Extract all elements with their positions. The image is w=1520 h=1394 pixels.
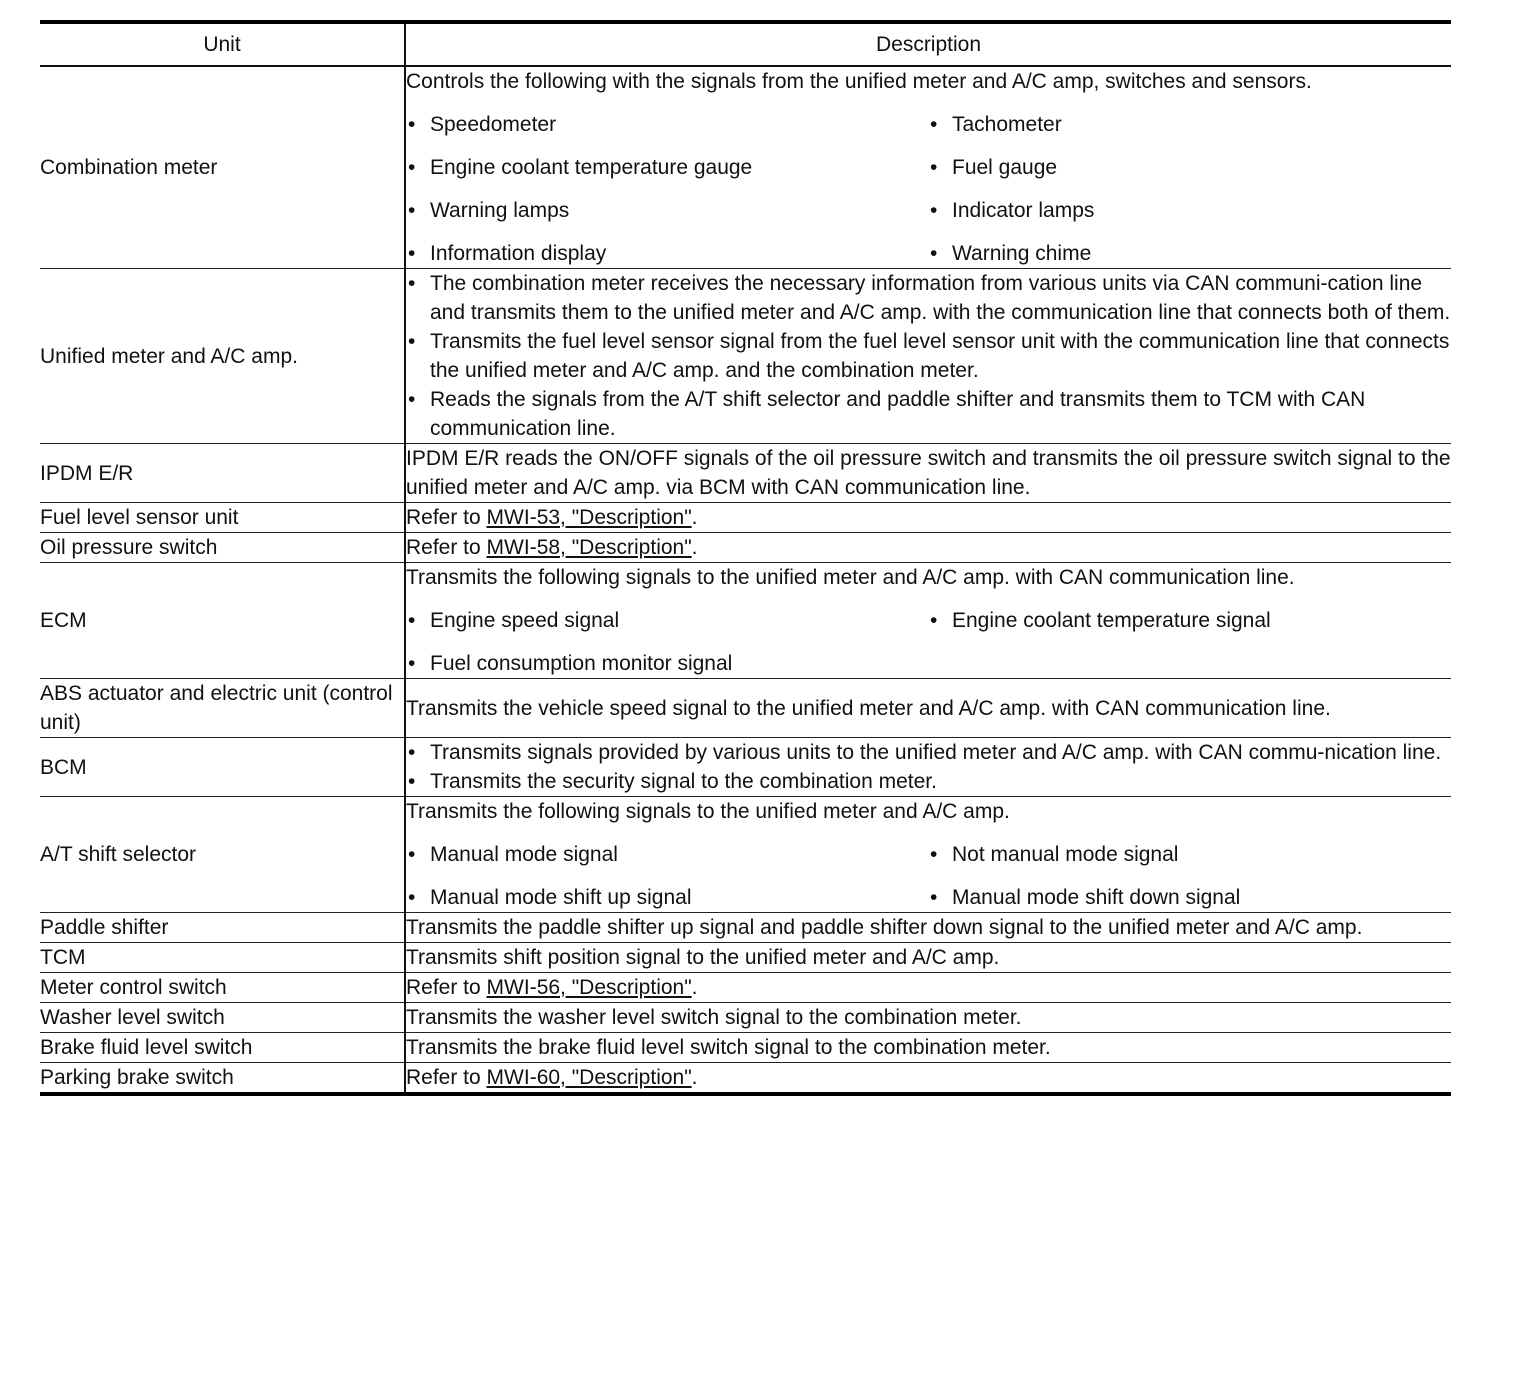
bullet-item: • Not manual mode signal	[928, 840, 1451, 869]
refer-suffix: .	[691, 506, 698, 529]
unit-cell: Oil pressure switch	[40, 533, 405, 563]
description-cell	[405, 503, 1451, 533]
table-row	[40, 973, 1451, 1003]
bullet-item: • Manual mode shift down signal	[928, 883, 1451, 912]
description-cell	[405, 797, 1451, 913]
description-cell	[405, 1063, 1451, 1095]
table-body	[40, 66, 1451, 1094]
table-row	[40, 1063, 1451, 1095]
bullet-item: • Transmits the security signal to the combination meter.	[406, 767, 1451, 796]
description-text: Transmits the brake fluid level switch signal to the combination meter.	[406, 1036, 1051, 1059]
description-intro: Transmits the following signals to the unified meter and A/C amp. with CAN communication line.	[406, 566, 1295, 589]
bullet-item: • Reads the signals from the A/T shift selector and paddle shifter and transmits them to TCM with CAN communication line.	[406, 385, 1451, 443]
refer-prefix: Refer to	[406, 976, 487, 999]
bullet-item: • Tachometer	[928, 110, 1451, 139]
bullet-item: • Warning lamps	[406, 196, 928, 225]
table-row	[40, 563, 1451, 679]
description-cell	[405, 679, 1451, 738]
refer-suffix: .	[691, 976, 698, 999]
bullet-item: • Indicator lamps	[928, 196, 1451, 225]
table-row	[40, 738, 1451, 797]
component-description-table	[40, 20, 1451, 1096]
refer-suffix: .	[691, 1066, 698, 1089]
unit-cell: ABS actuator and electric unit (control unit)	[40, 679, 405, 738]
description-intro: Controls the following with the signals from the unified meter and A/C amp, switches and sensors.	[406, 70, 1312, 93]
description-cell	[405, 973, 1451, 1003]
description-cell	[405, 943, 1451, 973]
table-row	[40, 503, 1451, 533]
bullet-list	[406, 269, 1451, 443]
description-intro: Transmits the following signals to the unified meter and A/C amp.	[406, 800, 1010, 823]
description-cell	[405, 533, 1451, 563]
refer-prefix: Refer to	[406, 536, 487, 559]
bullet-list	[406, 738, 1451, 796]
table-row	[40, 1033, 1451, 1063]
unit-cell: Meter control switch	[40, 973, 405, 1003]
bullet-grid	[406, 110, 1451, 268]
description-text: IPDM E/R reads the ON/OFF signals of the oil pressure switch and transmits the oil pressure switch signal to the unified meter and A/C amp. via BCM with CAN communication line.	[406, 447, 1451, 499]
bullet-grid	[406, 840, 1451, 912]
bullet-item: • The combination meter receives the necessary information from various units via CAN communi-cation line and transmits them to the unified meter and A/C amp. with the communication line that connects both of them.	[406, 269, 1451, 327]
header-unit: Unit	[40, 22, 405, 66]
unit-cell: IPDM E/R	[40, 444, 405, 503]
table-row	[40, 797, 1451, 913]
bullet-item: • Transmits signals provided by various units to the unified meter and A/C amp. with CAN commu-nication line.	[406, 738, 1451, 767]
unit-cell: Parking brake switch	[40, 1063, 405, 1095]
unit-cell: Unified meter and A/C amp.	[40, 269, 405, 444]
description-cell	[405, 563, 1451, 679]
bullet-item: • Speedometer	[406, 110, 928, 139]
unit-cell: BCM	[40, 738, 405, 797]
bullet-item: • Fuel consumption monitor signal	[406, 649, 928, 678]
bullet-item: • Warning chime	[928, 239, 1451, 268]
reference-link[interactable]: MWI-60, "Description"	[486, 1066, 692, 1089]
table-row	[40, 533, 1451, 563]
unit-cell: TCM	[40, 943, 405, 973]
header-description: Description	[405, 22, 1451, 66]
reference-link[interactable]: MWI-53, "Description"	[486, 506, 692, 529]
table-row	[40, 943, 1451, 973]
bullet-grid	[406, 606, 1451, 678]
reference-link[interactable]: MWI-56, "Description"	[486, 976, 692, 999]
table-row	[40, 913, 1451, 943]
bullet-item: • Fuel gauge	[928, 153, 1451, 182]
description-text: Transmits the paddle shifter up signal and paddle shifter down signal to the unified meter and A/C amp.	[406, 916, 1363, 939]
refer-prefix: Refer to	[406, 506, 487, 529]
description-cell	[405, 1003, 1451, 1033]
unit-cell: Fuel level sensor unit	[40, 503, 405, 533]
unit-cell: Combination meter	[40, 66, 405, 269]
refer-suffix: .	[691, 536, 698, 559]
bullet-item: • Engine speed signal	[406, 606, 928, 635]
bullet-item: • Transmits the fuel level sensor signal from the fuel level sensor unit with the communication line that connects the unified meter and A/C amp. and the combination meter.	[406, 327, 1451, 385]
table-header-row	[40, 22, 1451, 66]
unit-cell: A/T shift selector	[40, 797, 405, 913]
unit-cell: Paddle shifter	[40, 913, 405, 943]
description-cell	[405, 738, 1451, 797]
description-cell	[405, 913, 1451, 943]
description-text: Transmits the washer level switch signal to the combination meter.	[406, 1006, 1022, 1029]
description-cell	[405, 66, 1451, 269]
table-row	[40, 66, 1451, 269]
description-cell	[405, 444, 1451, 503]
unit-cell: Brake fluid level switch	[40, 1033, 405, 1063]
description-text: Transmits shift position signal to the unified meter and A/C amp.	[406, 946, 1000, 969]
bullet-item: • Engine coolant temperature gauge	[406, 153, 928, 182]
bullet-item: • Engine coolant temperature signal	[928, 606, 1451, 635]
table-row	[40, 444, 1451, 503]
table-row	[40, 269, 1451, 444]
table-row	[40, 679, 1451, 738]
refer-prefix: Refer to	[406, 1066, 487, 1089]
bullet-item: • Manual mode shift up signal	[406, 883, 928, 912]
description-cell	[405, 269, 1451, 444]
description-text: Transmits the vehicle speed signal to the unified meter and A/C amp. with CAN communication line.	[406, 696, 1331, 720]
bullet-item: • Manual mode signal	[406, 840, 928, 869]
description-cell	[405, 1033, 1451, 1063]
unit-cell: Washer level switch	[40, 1003, 405, 1033]
table-row	[40, 1003, 1451, 1033]
bullet-item: • Information display	[406, 239, 928, 268]
unit-cell: ECM	[40, 563, 405, 679]
reference-link[interactable]: MWI-58, "Description"	[486, 536, 692, 559]
